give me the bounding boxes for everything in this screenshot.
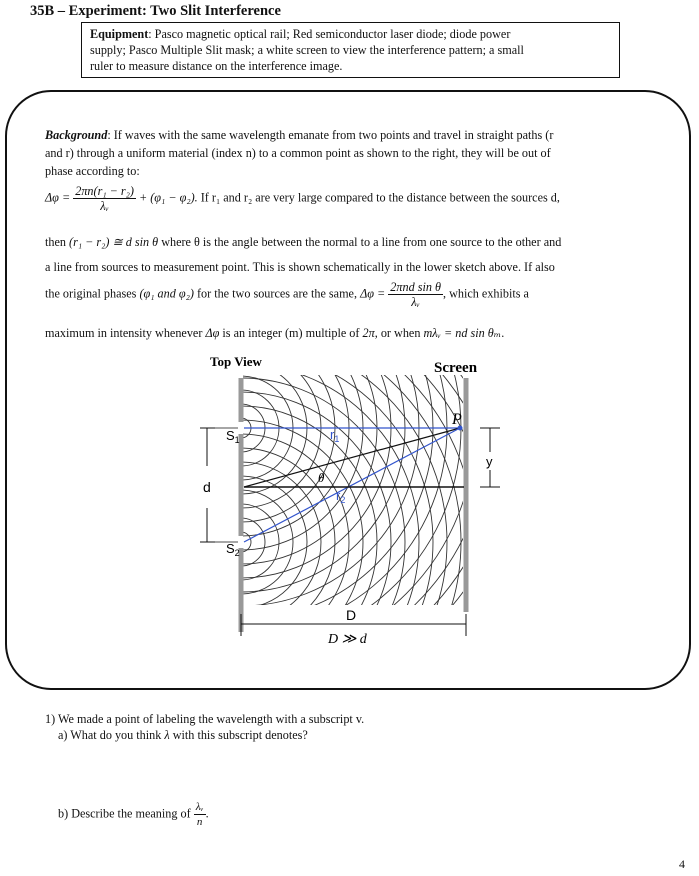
r2-label: $r_2$	[336, 488, 346, 505]
eq1-text: If r₁ and r₂ are very large compared to the distance between the sources d,	[200, 190, 560, 205]
wavefront-arcs	[0, 350, 559, 650]
equipment-line-2: supply; Pasco Multiple Slit mask; a white screen to view the interference pattern; a small	[90, 43, 524, 57]
background-line-3: phase according to:	[45, 164, 140, 178]
r1-label: $r_1$	[330, 427, 340, 444]
s1-label: $S_1$	[226, 428, 240, 445]
D-label: D	[346, 607, 357, 623]
phases-eq: (φ₁ and φ₂)	[139, 286, 194, 301]
page-title: 35B – Experiment: Two Slit Interference	[30, 3, 281, 19]
eq2-numerator: 2πnd sin θ	[390, 280, 441, 294]
equipment-label: Equipment	[90, 27, 149, 41]
equipment-line-1: Equipment: Pasco magnetic optical rail; Red semiconductor laser diode; diode power	[90, 27, 511, 41]
eq1-numerator: 2πn(r₁ − r₂)	[75, 184, 134, 198]
eq1-phase-term: + (φ₁ − φ₂).	[138, 190, 198, 205]
lambda-over-n: $\frac{\text{λᵥ}}{n}$	[195, 801, 204, 828]
eq1-fraction	[73, 184, 136, 213]
question-1: 1) We made a point of labeling the wavelength with a subscript v.	[45, 712, 365, 726]
equation-2-line: the original phases (φ₁ and φ₂) for the two sources are the same, Δφ = $\frac{\text{2πnd sin θ}}{\text{λᵥ}}$ , which exhibits a	[45, 280, 529, 309]
eq1-lhs: Δφ =	[45, 190, 71, 205]
eq1-denominator: λᵥ	[100, 199, 109, 213]
equipment-box	[81, 22, 620, 78]
page-number: 4	[679, 857, 685, 871]
r2-line	[244, 428, 460, 542]
screen-label: Screen	[434, 360, 478, 376]
question-1a: a) What do you think λ with this subscript denotes?	[58, 728, 308, 742]
two-slit-diagram	[0, 350, 699, 650]
equipment-line-3: ruler to measure distance on the interference image.	[90, 59, 343, 73]
d-label: d	[203, 479, 211, 495]
background-line-5: then (r₁ − r₂) ≅ d sin θ where θ is the angle between the normal to a line from one source to the other and	[45, 235, 562, 249]
eq2-denominator: λᵥ	[411, 295, 420, 309]
wavefront-arc	[0, 350, 559, 650]
background-line-6: a line from sources to measurement point. This is shown schematically in the lower sketch above. If also	[45, 260, 555, 274]
max-condition-eq: mλᵥ = nd sin θₘ	[423, 326, 502, 340]
background-label: Background	[45, 128, 108, 142]
theta-label: θ	[318, 470, 325, 485]
background-line-8: maximum in intensity whenever Δφ is an integer (m) multiple of 2π, or when mλᵥ = nd sin θₘ.	[45, 326, 505, 340]
equation-1-line	[45, 184, 657, 220]
s2-label: $S_2$	[226, 541, 240, 558]
eq2-fraction	[388, 280, 443, 309]
wavefront-arc	[0, 350, 503, 650]
question-1b: b) Describe the meaning of $\frac{\text{λᵥ}}{n}$ .	[58, 801, 209, 828]
path-difference-eq: (r₁ − r₂) ≅ d sin θ	[69, 235, 159, 249]
eq2-lhs: Δφ =	[360, 286, 386, 301]
top-view-label: Top View	[210, 354, 262, 369]
wavefront-arc	[0, 350, 503, 650]
D-gg-d-label: D ≫ d	[328, 632, 367, 647]
wavefront-arc	[0, 350, 559, 650]
background-line-2: and r) through a uniform material (index n) to a common point as shown to the right, they will be out of	[45, 146, 551, 160]
background-line-1: Background: If waves with the same wavelength emanate from two points and travel in straight paths (r	[45, 128, 554, 142]
p-label: P	[452, 411, 462, 428]
y-label: y	[486, 454, 493, 469]
